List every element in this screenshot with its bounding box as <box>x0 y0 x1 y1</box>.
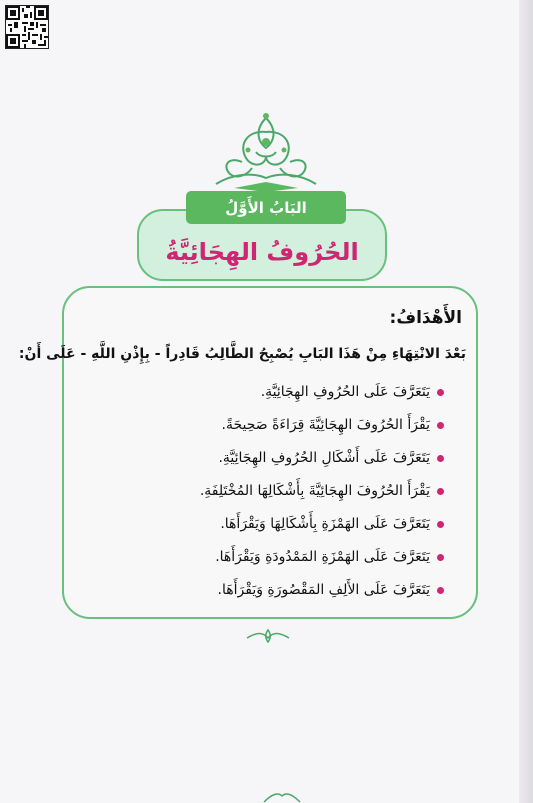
goal-text: يَتَعَرَّفَ عَلَى الهَمْزَةِ بِأَشْكَالِهَا وَيَقْرَأَهَا. <box>220 516 430 532</box>
goal-text: يَتَعَرَّفَ عَلَى الحُرُوفِ الهِجَائِيَّةِ. <box>260 384 430 400</box>
list-item <box>76 442 466 475</box>
bullet-dot-icon <box>437 422 444 429</box>
list-item <box>76 574 466 607</box>
page-footer-ornament-icon <box>262 790 302 803</box>
list-item <box>76 541 466 574</box>
goal-text: يَقْرَأَ الحُرُوفَ الهِجَائِيَّةَ قِرَاءَةً صَحِيحَةً. <box>221 417 430 433</box>
floral-ornament-icon <box>212 112 320 194</box>
bullet-dot-icon <box>437 455 444 462</box>
goal-text: يَتَعَرَّفَ عَلَى الأَلِفِ المَقْصُورَةِ وَيَقْرَأَهَا. <box>217 582 430 598</box>
list-item <box>76 409 466 442</box>
chapter-badge-label: البَابُ الأَوَّلُ <box>225 198 307 217</box>
bullet-dot-icon <box>437 521 444 528</box>
goal-text: يَتَعَرَّفَ عَلَى الهَمْزَةِ المَمْدُودَةِ وَيَقْرَأَهَا. <box>215 549 430 565</box>
goal-text: يَقْرَأَ الحُرُوفَ الهِجَائِيَّةَ بِأَشْكَالِهَا المُخْتَلِفَةِ. <box>199 483 430 499</box>
page-edge <box>519 0 533 803</box>
floral-ornament-small-icon <box>245 628 291 644</box>
goal-text: يَتَعَرَّفَ عَلَى أَشْكَالِ الحُرُوفِ الهِجَائِيَّةِ. <box>218 450 430 466</box>
qr-code-icon <box>5 5 49 49</box>
goal-list <box>76 376 466 607</box>
bullet-dot-icon <box>437 488 444 495</box>
list-item <box>76 475 466 508</box>
list-item <box>76 376 466 409</box>
bullet-dot-icon <box>437 587 444 594</box>
list-item <box>76 508 466 541</box>
bullet-dot-icon <box>437 389 444 396</box>
goals-heading: الأَهْدَافُ: <box>389 308 462 328</box>
chapter-title: الحُرُوفُ الهِجَائِيَّةُ <box>165 238 359 266</box>
bullet-dot-icon <box>437 554 444 561</box>
goals-content <box>18 308 466 607</box>
goals-intro: بَعْدَ الانْتِهَاءِ مِنْ هَذَا البَابِ يُصْبِحُ الطَّالِبُ قَادِراً - بِإِذْنِ اللَّهِ - عَلَى أَنْ: <box>18 346 466 362</box>
chapter-badge <box>186 191 346 224</box>
